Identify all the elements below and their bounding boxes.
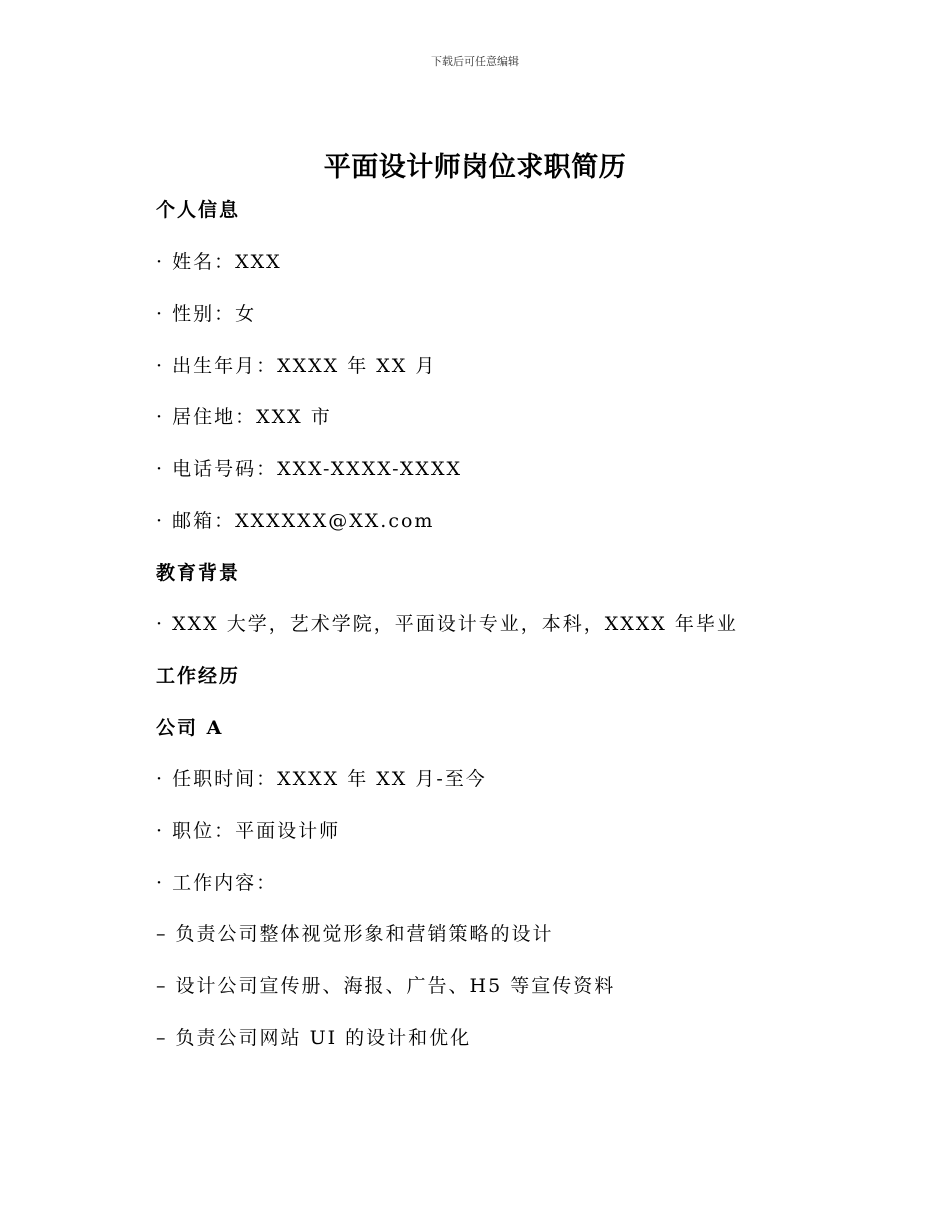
personal-gender: · 性别：女 xyxy=(156,303,257,325)
document-title: 平面设计师岗位求职简历 xyxy=(323,152,627,183)
work-duties-label: · 工作内容： xyxy=(156,872,278,894)
section-heading-work-experience: 工作经历 xyxy=(156,665,241,687)
personal-birth-date: · 出生年月：XXXX 年 XX 月 xyxy=(156,355,437,377)
personal-email: · 邮箱：XXXXXX@XX.com xyxy=(156,510,435,532)
work-duty-item: – 负责公司网站 UI 的设计和优化 xyxy=(156,1027,472,1049)
work-position: · 职位：平面设计师 xyxy=(156,820,341,842)
company-name: 公司 A xyxy=(156,717,224,739)
work-duty-item: – 负责公司整体视觉形象和营销策略的设计 xyxy=(156,923,554,945)
education-item: · XXX 大学，艺术学院，平面设计专业，本科，XXXX 年毕业 xyxy=(156,613,738,635)
work-duty-item: – 设计公司宣传册、海报、广告、H5 等宣传资料 xyxy=(156,975,616,997)
section-heading-education: 教育背景 xyxy=(156,562,241,584)
personal-phone: · 电话号码：XXX-XXXX-XXXX xyxy=(156,458,463,480)
work-tenure: · 任职时间：XXXX 年 XX 月-至今 xyxy=(156,768,487,790)
page-header-note: 下载后可任意编辑 xyxy=(431,55,519,68)
section-heading-personal-info: 个人信息 xyxy=(156,199,241,221)
personal-residence: · 居住地：XXX 市 xyxy=(156,406,332,428)
personal-name: · 姓名：XXX xyxy=(156,251,282,273)
